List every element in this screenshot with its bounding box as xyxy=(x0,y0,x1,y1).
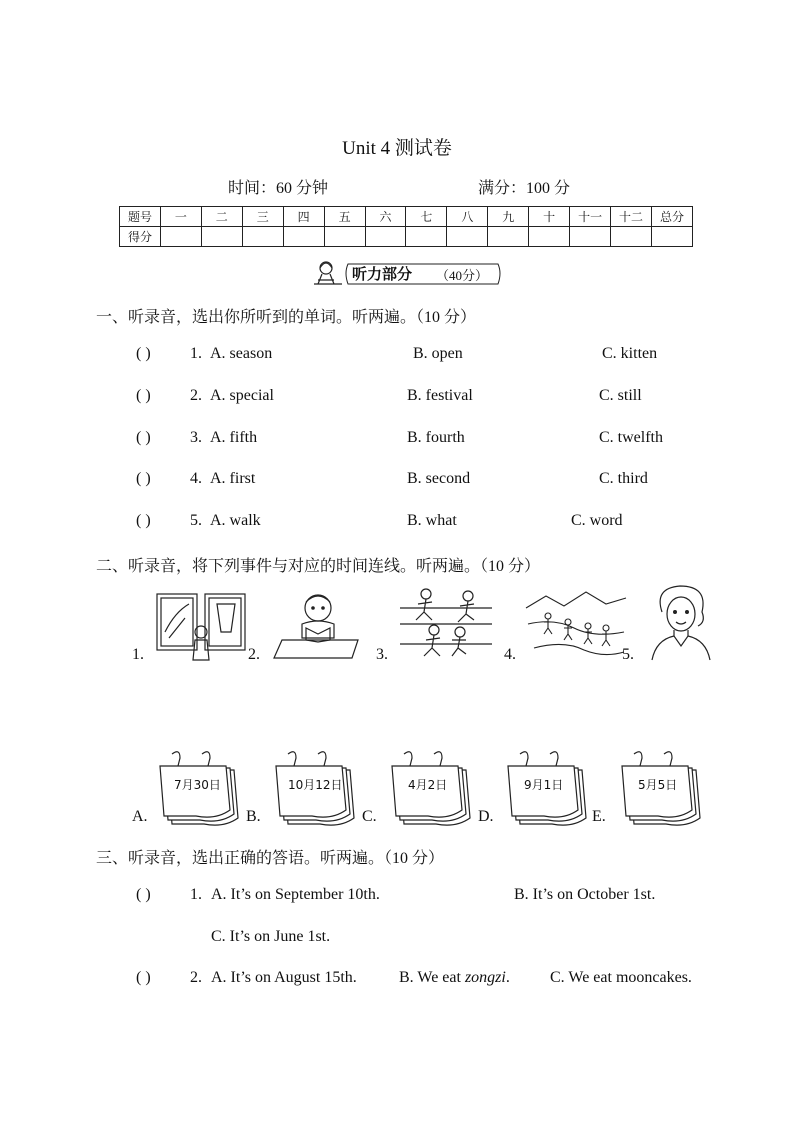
full-score-label: 满分：100 分 xyxy=(478,180,571,197)
listening-banner-title: 听力部分 xyxy=(352,265,413,283)
score-cell[interactable] xyxy=(324,227,365,247)
option-a: A. season xyxy=(210,345,273,362)
option-b: B. second xyxy=(407,470,471,487)
section2-heading: 二、听录音，将下列事件与对应的时间连线。听两遍。（10 分） xyxy=(96,558,541,575)
answer-blank[interactable]: ( ) xyxy=(136,512,151,529)
answer-blank[interactable]: ( ) xyxy=(136,969,151,986)
score-cell[interactable] xyxy=(160,227,201,247)
option-c: C. It’s on June 1st. xyxy=(211,928,331,945)
option-a: A. walk xyxy=(210,512,261,529)
listening-banner-score: （40分） xyxy=(436,268,489,283)
calendar-date: 9月1日 xyxy=(524,778,564,792)
answer-blank[interactable]: ( ) xyxy=(136,886,151,903)
option-a: A. first xyxy=(210,470,256,487)
calendar-card xyxy=(154,748,244,830)
score-cell[interactable] xyxy=(406,227,447,247)
question-number: 3. xyxy=(190,429,202,446)
score-cell[interactable] xyxy=(488,227,529,247)
picture-label: 3. xyxy=(376,646,388,663)
score-table-header-cell: 题号 xyxy=(120,207,161,227)
score-table-header-cell: 一 xyxy=(160,207,201,227)
calendar-card xyxy=(270,748,360,830)
score-cell[interactable] xyxy=(651,227,692,247)
picture-label: 2. xyxy=(248,646,260,663)
option-a: A. It’s on August 15th. xyxy=(211,969,357,986)
score-row-label: 得分 xyxy=(120,227,161,247)
option-c: C. kitten xyxy=(602,345,658,362)
calendar-card xyxy=(616,748,706,830)
section3-heading: 三、听录音，选出正确的答语。听两遍。（10 分） xyxy=(96,850,445,867)
option-b-suffix: . xyxy=(505,969,510,986)
score-cell[interactable] xyxy=(365,227,406,247)
question-number: 2. xyxy=(190,969,202,986)
time-label: 时间：60 分钟 xyxy=(228,180,329,197)
calendar-date: 10月12日 xyxy=(288,778,343,792)
option-a: A. special xyxy=(210,387,274,404)
calendar-date: 4月2日 xyxy=(408,778,448,792)
calendar-label: A. xyxy=(132,808,148,825)
score-table-header-cell: 九 xyxy=(488,207,529,227)
headphone-kid-icon xyxy=(314,262,342,284)
option-c: C. third xyxy=(599,470,648,487)
score-table-header-cell: 四 xyxy=(283,207,324,227)
option-b: B. open xyxy=(413,345,463,362)
boy-reading-book-icon xyxy=(268,590,364,662)
score-table-header-cell: 二 xyxy=(201,207,242,227)
option-b: B. It’s on October 1st. xyxy=(514,886,656,903)
calendar-label: D. xyxy=(478,808,494,825)
score-table-header-cell: 十二 xyxy=(611,207,652,227)
calendar-date: 5月5日 xyxy=(638,778,678,792)
score-cell[interactable] xyxy=(611,227,652,247)
question-number: 1. xyxy=(190,886,202,903)
option-c: C. word xyxy=(571,512,623,529)
score-cell[interactable] xyxy=(242,227,283,247)
score-table-header-cell: 五 xyxy=(324,207,365,227)
option-b-pinyin: zongzi xyxy=(464,969,506,986)
picture-label: 1. xyxy=(132,646,144,663)
score-cell[interactable] xyxy=(283,227,324,247)
option-b: B. fourth xyxy=(407,429,465,446)
calendar-card xyxy=(502,748,592,830)
score-table-header-cell: 三 xyxy=(242,207,283,227)
question-number: 5. xyxy=(190,512,202,529)
answer-blank[interactable]: ( ) xyxy=(136,387,151,404)
picture-label: 4. xyxy=(504,646,516,663)
question-number: 2. xyxy=(190,387,202,404)
score-table-header-cell: 十一 xyxy=(570,207,611,227)
answer-blank[interactable]: ( ) xyxy=(136,345,151,362)
score-table-score-row xyxy=(120,227,693,247)
calendar-label: E. xyxy=(592,808,606,825)
children-running-race-icon xyxy=(396,586,496,662)
score-cell[interactable] xyxy=(447,227,488,247)
score-table xyxy=(119,206,693,247)
score-cell[interactable] xyxy=(529,227,570,247)
answer-blank[interactable]: ( ) xyxy=(136,470,151,487)
window-painting-girl-icon xyxy=(155,592,247,662)
calendar-label: C. xyxy=(362,808,377,825)
option-b: B. what xyxy=(407,512,457,529)
option-b-prefix: B. We eat xyxy=(399,969,465,986)
score-cell[interactable] xyxy=(570,227,611,247)
score-cell[interactable] xyxy=(201,227,242,247)
score-table-header-row xyxy=(120,207,693,227)
calendar-card xyxy=(386,748,476,830)
calendar-date: 7月30日 xyxy=(174,778,221,792)
woman-portrait-icon xyxy=(648,582,714,662)
question-number: 1. xyxy=(190,345,202,362)
option-c: C. twelfth xyxy=(599,429,663,446)
option-a: A. fifth xyxy=(210,429,258,446)
page-title: Unit 4 测试卷 xyxy=(342,138,452,159)
option-b xyxy=(399,969,510,987)
answer-blank[interactable]: ( ) xyxy=(136,429,151,446)
option-a: A. It’s on September 10th. xyxy=(211,886,380,903)
picture-label: 5. xyxy=(622,646,634,663)
question-number: 4. xyxy=(190,470,202,487)
option-c: C. still xyxy=(599,387,642,404)
score-table-header-cell: 总分 xyxy=(651,207,692,227)
people-hiking-mountain-icon xyxy=(524,588,628,664)
option-c: C. We eat mooncakes. xyxy=(550,969,692,986)
calendar-label: B. xyxy=(246,808,261,825)
option-b: B. festival xyxy=(407,387,473,404)
score-table-header-cell: 七 xyxy=(406,207,447,227)
score-table-header-cell: 十 xyxy=(529,207,570,227)
score-table-header-cell: 八 xyxy=(447,207,488,227)
score-table-header-cell: 六 xyxy=(365,207,406,227)
section1-heading: 一、听录音，选出你所听到的单词。听两遍。（10 分） xyxy=(96,309,477,326)
